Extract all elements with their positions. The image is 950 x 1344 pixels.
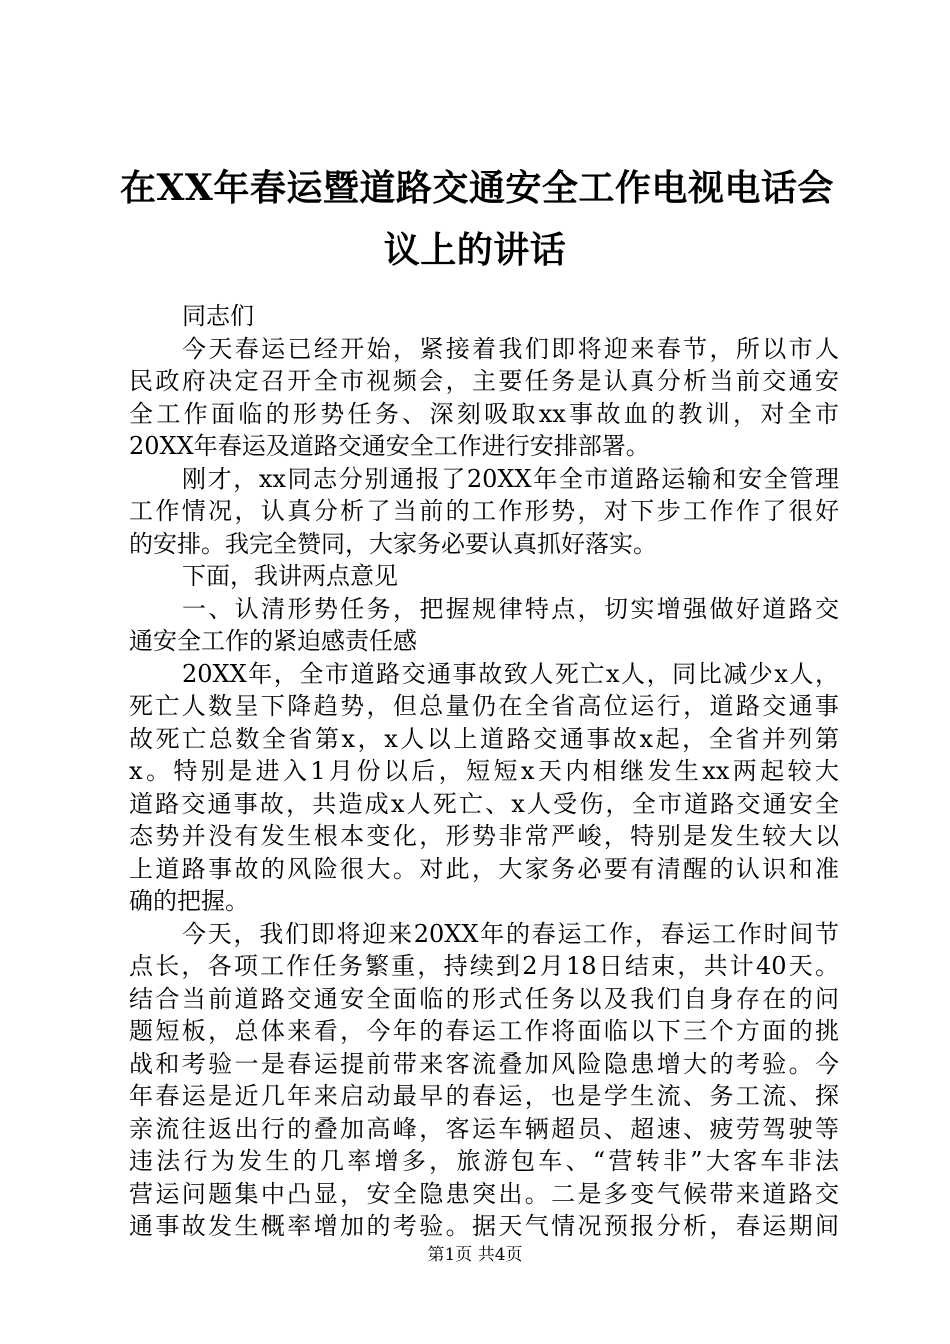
body-text-line: 通安全工作的紧迫感责任感 (129, 627, 417, 655)
body-text-line: 题短板，总体来看，今年的春运工作将面临以下三个方面的挑 (129, 1017, 839, 1045)
body-text-line: 营运问题集中凸显，安全隐患突出。二是多变气候带来道路交 (129, 1179, 839, 1208)
body-text-line: 的安排。我完全赞同，大家务必要认真抓好落实。 (129, 529, 657, 558)
body-text-line: 上道路事故的风险很大。对此，大家务必要有清醒的认识和准 (129, 854, 839, 883)
document-body (129, 300, 839, 1243)
body-text-line: 20XX年春运及道路交通安全工作进行安排部署。 (129, 432, 650, 460)
body-text-line: 全工作面临的形势任务、深刻吸取xx事故血的教训，对全市 (129, 399, 839, 428)
body-text-line: 同志们 (182, 302, 254, 330)
body-text-line: 态势并没有发生根本变化，形势非常严峻，特别是发生较大以 (129, 822, 839, 850)
document-title-line-2: 议上的讲话 (383, 229, 567, 271)
body-text-line: 确的把握。 (129, 887, 249, 915)
body-text-line: 死亡人数呈下降趋势，但总量仍在全省高位运行，道路交通事 (129, 692, 839, 720)
document-title-line-1: 在XX年春运暨道路交通安全工作电视电话会 (120, 167, 834, 209)
body-text-line: 刚才，xx同志分别通报了20XX年全市道路运输和安全管理 (182, 464, 839, 493)
body-text-line: 今天，我们即将迎来20XX年的春运工作，春运工作时间节 (182, 919, 839, 948)
page-footer: 第1页 共4页 (427, 1245, 523, 1265)
body-text-line: 民政府决定召开全市视频会，主要任务是认真分析当前交通安 (129, 367, 839, 395)
body-text-line: 战和考验一是春运提前带来客流叠加风险隐患增大的考验。今 (129, 1049, 839, 1078)
body-text-line: 今天春运已经开始，紧接着我们即将迎来春节，所以市人 (182, 334, 839, 363)
body-text-line: 20XX年，全市道路交通事故致人死亡x人，同比减少x人， (182, 659, 839, 688)
body-text-line: 一、认清形势任务，把握规律特点，切实增强做好道路交 (182, 594, 839, 623)
body-text-line: 年春运是近几年来启动最早的春运，也是学生流、务工流、探 (129, 1082, 839, 1110)
body-text-line: 亲流往返出行的叠加高峰，客运车辆超员、超速、疲劳驾驶等 (129, 1114, 839, 1143)
body-text-line: 工作情况，认真分析了当前的工作形势，对下步工作作了很好 (129, 497, 839, 525)
body-text-line: 通事故发生概率增加的考验。据天气情况预报分析，春运期间 (129, 1212, 839, 1240)
body-text-line: 下面，我讲两点意见 (182, 562, 398, 590)
body-text-line: 违法行为发生的几率增多，旅游包车、“营转非”大客车非法 (129, 1147, 839, 1175)
body-text-line: 道路交通事故，共造成x人死亡、x人受伤，全市道路交通安全 (129, 789, 839, 818)
body-text-line: x。特别是进入1月份以后，短短x天内相继发生xx两起较大 (129, 757, 839, 785)
body-text-line: 故死亡总数全省第x，x人以上道路交通事故x起，全省并列第 (129, 724, 839, 753)
body-text-line: 点长，各项工作任务繁重，持续到2月18日结束，共计40天。 (129, 952, 839, 980)
body-text-line: 结合当前道路交通安全面临的形式任务以及我们自身存在的问 (129, 984, 839, 1013)
